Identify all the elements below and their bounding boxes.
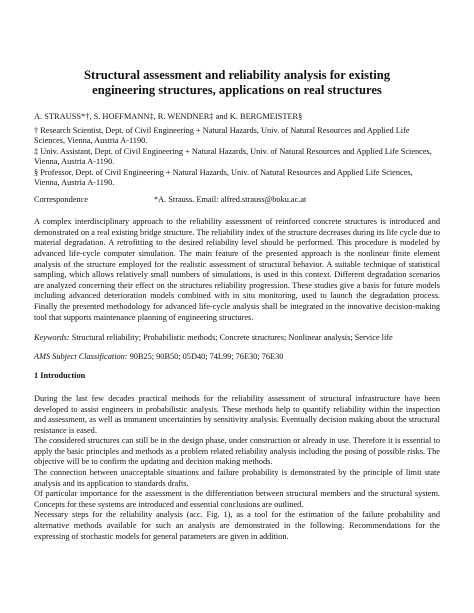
title-line-1: Structural assessment and reliability analysis for existing bbox=[84, 68, 390, 82]
section-heading: 1 Introduction bbox=[34, 371, 86, 381]
correspondence-email: *A. Strauss. Email: alfred.strauss@boku.ac.at bbox=[154, 194, 307, 204]
keywords-label: Keywords: bbox=[34, 333, 70, 343]
paragraph: Of particular importance for the assessment is the differentiation between structural members and the structural system. Concepts for these systems are introduced and essential conclusions are outlined. bbox=[34, 489, 440, 509]
title-line-2: engineering structures, applications on real structures bbox=[92, 83, 382, 97]
section-body bbox=[34, 394, 440, 542]
correspondence-label: Correspondence bbox=[34, 194, 88, 204]
affiliation-3: § Professor, Dept. of Civil Engineering + Natural Hazards, Univ. of Natural Resources and Applied Life Sciences, Vienna, Austria A-1190. bbox=[34, 167, 413, 188]
author-list: A. STRAUSS*†, S. HOFFMANN‡, R. WENDNER‡ and K. BERGMEISTER§ bbox=[34, 112, 303, 121]
ams-classification bbox=[34, 352, 440, 363]
paper-title bbox=[34, 68, 440, 98]
keywords-value: Structural reliability; Probabilistic methods; Concrete structures; Nonlinear analysis; Service life bbox=[71, 333, 393, 343]
paragraph: The connection between unacceptable situations and failure probability is demonstrated by the principle of limit state analysis and its application to standards drafts. bbox=[34, 468, 440, 488]
ams-label: AMS Subject Classification: bbox=[34, 351, 128, 361]
affiliation-2: ‡ Univ. Assistant, Dept. of Civil Engineering + Natural Hazards, Univ. of Natural Resources and Applied Life Sciences, Vienna, Austria A-1190. bbox=[34, 146, 432, 167]
correspondence bbox=[34, 195, 440, 206]
paragraph: During the last few decades practical methods for the reliability assessment of structural infrastructure have been developed to assist engineers in probabilistic analysis. These methods help to quantify reliability within the inspection and assessment, as well as immanent uncertainties by sensitivity analysis. Eventually decision making about the structural resistance is eased. bbox=[34, 393, 440, 435]
affiliation-1: † Research Scientist, Dept. of Civil Engineering + Natural Hazards, Univ. of Natural Resources and Applied Life Sciences, Vienna, Austria A-1190. bbox=[34, 125, 410, 146]
keywords bbox=[34, 333, 440, 344]
ams-value: 90B25; 90B50; 05D40; 74L99; 76E30; 76E30 bbox=[129, 351, 284, 361]
paragraph: The considered structures can still be in the design phase, under construction or already in use. Therefore it is essential to apply the basic principles and methods as a problem related reliability analysis including the posing of possible risks. The objective will be to confirm the updating and decision making methods. bbox=[34, 436, 440, 467]
paragraph: Necessary steps for the reliability analysis (acc. Fig. 1), as a tool for the estimation of the failure probability and alternative methods available for such an analysis are demonstrated in the following. Recommendations for the expressing of stochastic models for general parameters are given in addition. bbox=[34, 510, 440, 541]
abstract: A complex interdisciplinary approach to the reliability assessment of reinforced concrete structures is introduced and demonstrated on a real existing bridge structure. The reliability index of the structure decreases during its life cycle due to material degradation. A retrofitting to the desired reliability level should be performed. This procedure is modeled by advanced life-cycle computer simulation. The main feature of the presented approach is the nonlinear finite element analysis of the structure employed for the realistic assessment of structural behavior. A suitable technique of statistical sampling, which allows relatively small numbers of simulations, is used in this context. Different degradation scenarios are analyzed concerning their effect on the structures reliability progression. These studies give a basis for future models including advanced deterioration models combined with in situ monitoring, used to launch the degradation process. Finally the presented methodology for advanced life-cycle analysis shall be integrated in the innovative decision-making tool that supports maintenance planning of engineering structures. bbox=[34, 217, 440, 322]
